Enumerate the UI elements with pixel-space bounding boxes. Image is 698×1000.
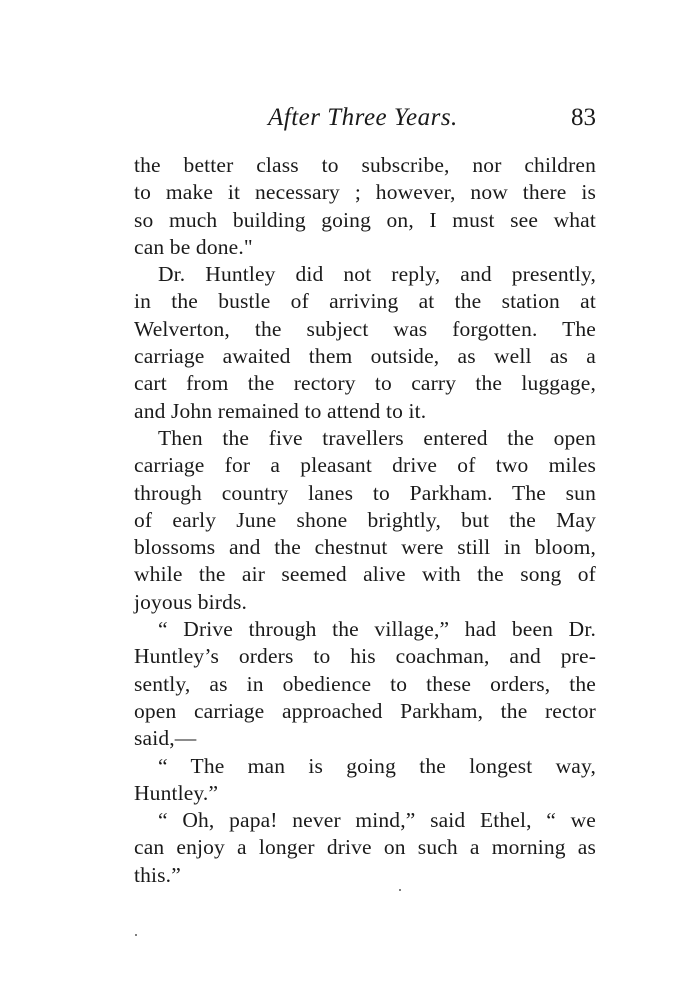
text-line: open carriage approached Parkham, the rector [134, 698, 596, 723]
text-line: joyous birds. [134, 589, 248, 614]
text-line: blossoms and the chestnut were still in bloom, [134, 535, 596, 560]
text-line: Huntley.” [134, 780, 219, 805]
text-line: and John remained to attend to it. [134, 398, 427, 423]
text-line: Huntley’s orders to his coachman, and pre- [134, 644, 596, 669]
running-title: After Three Years. [268, 104, 458, 131]
text-line: can be done." [134, 234, 253, 259]
text-line: can enjoy a longer drive on such a morning as [134, 835, 596, 860]
page-number: 83 [571, 104, 596, 131]
text-line: this.” [134, 862, 181, 887]
paper-speck [399, 889, 401, 891]
text-line: “ Oh, papa! never mind,” said Ethel, “ we [158, 808, 596, 833]
text-line: carriage awaited them outside, as well as a [134, 344, 596, 369]
text-line: to make it necessary ; however, now there is [134, 180, 596, 205]
text-line: “ The man is going the longest way, [158, 753, 596, 778]
text-line: said,— [134, 726, 197, 751]
text-line: while the air seemed alive with the song of [134, 562, 596, 587]
text-line: “ Drive through the village,” had been Dr. [158, 617, 596, 642]
text-line: through country lanes to Parkham. The sun [134, 480, 596, 505]
body-text [134, 152, 596, 889]
text-line: Dr. Huntley did not reply, and presently, [158, 262, 596, 287]
text-line: sently, as in obedience to these orders, the [134, 671, 596, 696]
text-line: so much building going on, I must see what [134, 207, 596, 232]
text-line: Welverton, the subject was forgotten. The [134, 316, 596, 341]
paper-speck [135, 934, 137, 936]
text-line: in the bustle of arriving at the station at [134, 289, 596, 314]
text-line: cart from the rectory to carry the luggage, [134, 371, 596, 396]
running-head [134, 104, 596, 138]
text-line: Then the five travellers entered the open [158, 425, 596, 450]
text-line: of early June shone brightly, but the May [134, 507, 596, 532]
text-line: the better class to subscribe, nor children [134, 153, 596, 177]
text-line: carriage for a pleasant drive of two miles [134, 453, 596, 478]
